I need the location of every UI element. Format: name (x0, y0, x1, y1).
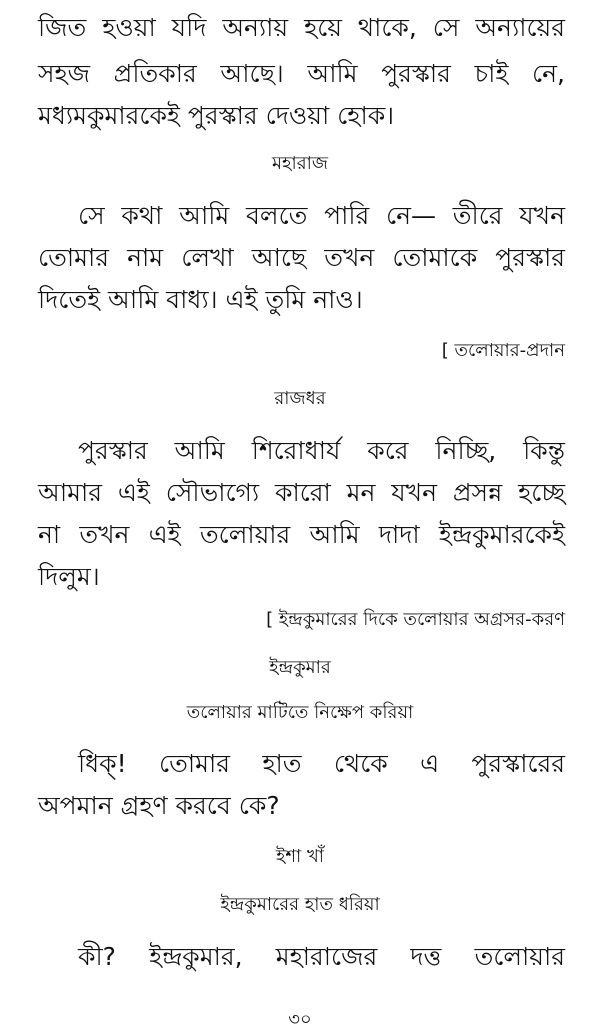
speaker-name: রাজধর (274, 388, 326, 409)
text-line: না তখন এই তলোয়ার আমি দাদা ইন্দ্রকুমারকেই (38, 520, 565, 549)
text-line: দিতেই আমি বাধ্য। এই তুমি নাও। (38, 285, 363, 314)
stage-direction: [ ইন্দ্রকুমারের দিকে তলোয়ার অগ্রসর-করণ (266, 609, 565, 630)
text-line: আমার এই সৌভাগ্যে কারো মন যখন প্রসন্ন হচ্ছে (38, 478, 565, 507)
text-line: ধিক্! তোমার হাত থেকে এ পুরস্কারের (78, 749, 565, 778)
text-line: অপমান গ্রহণ করবে কে? (38, 791, 280, 820)
speaker-name: ইশা খাঁ (276, 846, 324, 867)
speaker-name: মহারাজ (272, 153, 328, 174)
text-line: সহজ প্রতিকার আছে। আমি পুরস্কার চাই নে, (38, 59, 565, 88)
acting-direction: তলোয়ার মাটিতে নিক্ষেপ করিয়া (186, 702, 414, 723)
text-line: দিলুম। (38, 562, 100, 591)
text-line: জিত হওয়া যদি অন্যায় হয়ে থাকে, সে অন্যায়ের (38, 13, 565, 42)
stage-direction: [ তলোয়ার-প্রদান (441, 340, 565, 361)
acting-direction: ইন্দ্রকুমারের হাত ধরিয়া (220, 894, 380, 915)
text-line: মধ্যমকুমারকেই পুরস্কার দেওয়া হোক। (38, 101, 395, 130)
page-number: ৩০ (288, 1009, 312, 1030)
text-line: সে কথা আমি বলতে পারি নে— তীরে যখন (78, 201, 565, 230)
text-line: পুরস্কার আমি শিরোধার্য করে নিচ্ছি, কিন্তু (78, 436, 565, 465)
text-line: কী? ইন্দ্রকুমার, মহারাজের দত্ত তলোয়ার (78, 942, 565, 971)
text-line: তোমার নাম লেখা আছে তখন তোমাকে পুরস্কার (38, 243, 565, 272)
speaker-name: ইন্দ্রকুমার (269, 657, 331, 678)
